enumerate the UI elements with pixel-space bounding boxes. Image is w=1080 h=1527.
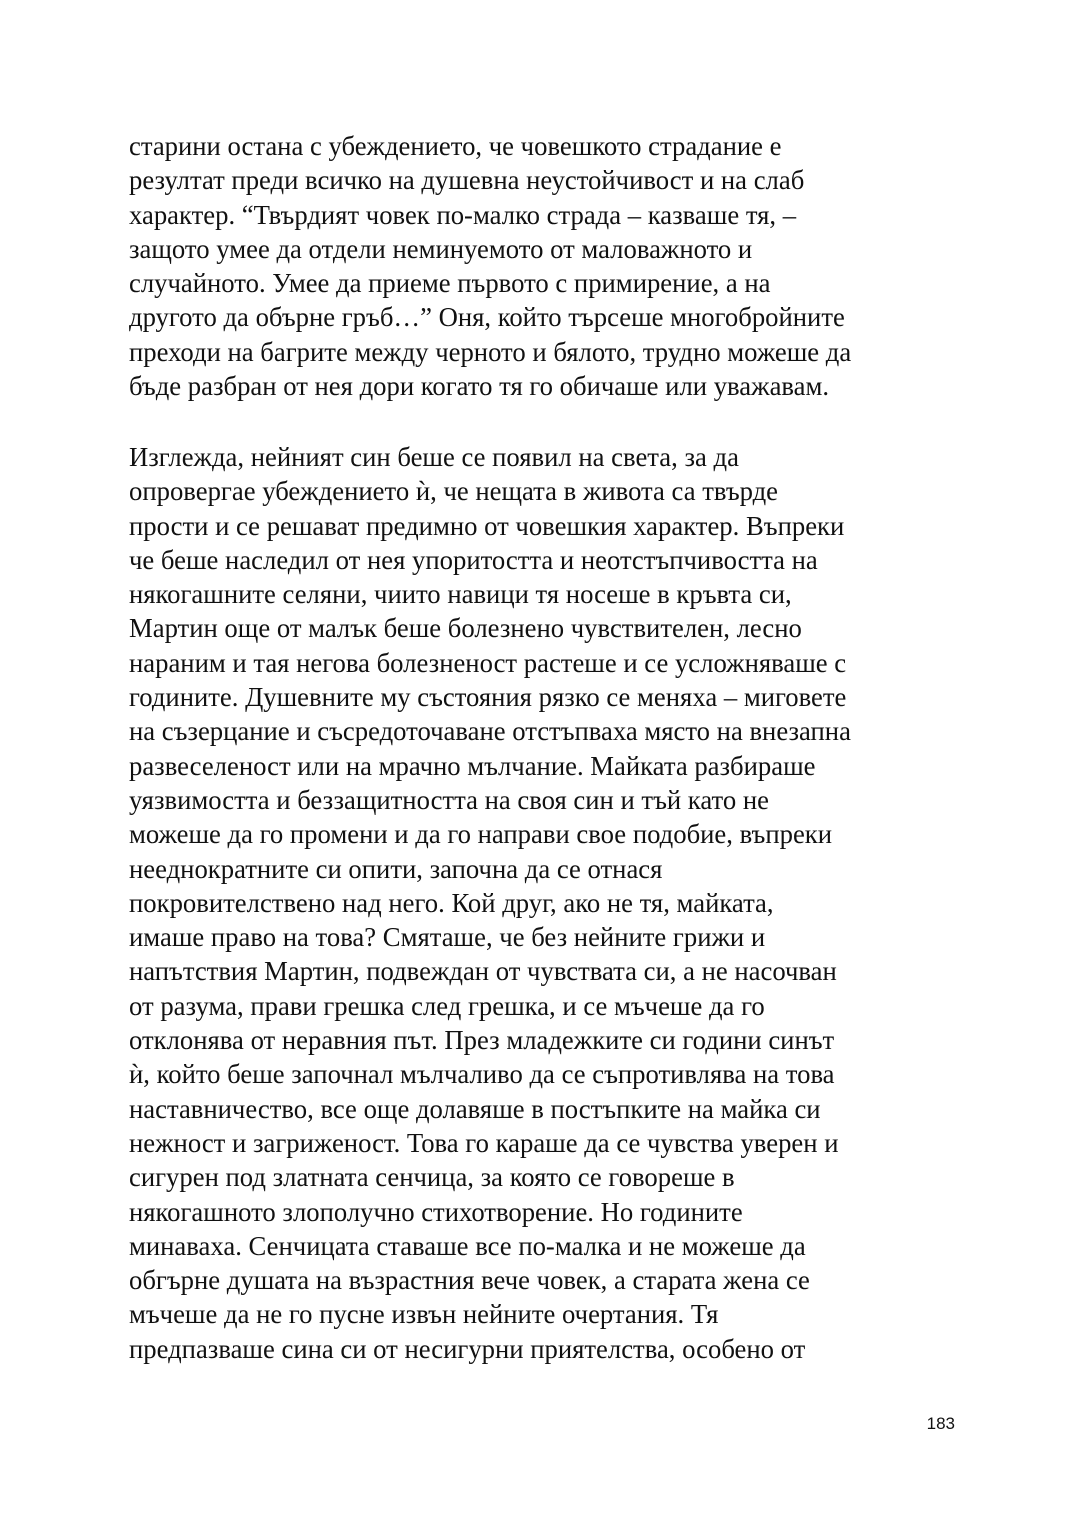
text-line: можеше да го промени и да го направи свое подобие, въпреки [129,819,833,850]
text-line: нараним и тая негова болезненост растеше и се усложняваше с [129,647,847,678]
text-line: защото умее да отдели неминуемото от маловажното и [129,233,753,264]
text-line: напътствия Мартин, подвеждан от чувствата си, а не насочван [129,956,837,987]
text-line: случайното. Умее да приеме първото с примирение, а на [129,268,771,299]
text-line: Мартин още от малък беше болезнено чувствителен, лесно [129,613,802,644]
text-line: характер. “Твърдият човек по-малко страда – казваше тя, – [129,199,797,230]
text-line: годините. Душевните му състояния рязко се меняха – миговете [129,682,847,713]
text-line: развеселеност или на мрачно мълчание. Майката разбираше [129,750,816,781]
text-line: резултат преди всичко на душевна неустойчивост и на слаб [129,165,805,196]
text-line: отклонява от неравния път. През младежките си години синът [129,1025,835,1056]
text-line: предпазваше сина си от несигурни приятелства, особено от [129,1333,806,1364]
text-line: бъде разбран от нея дори когато тя го обичаше или уважавам. [129,371,830,402]
text-line: Изглежда, нейният син беше се появил на света, за да [129,442,739,472]
text-line: наставничество, все още долавяше в постъпките на майка си [129,1093,821,1124]
page-number: 183 [926,1414,955,1433]
text-line: нежност и загриженост. Това го караше да се чувства уверен и [129,1127,839,1158]
text-line: на съзерцание и съсредоточаване отстъпваха място на внезапна [129,716,851,747]
text-line: преходи на багрите между черното и бялото, трудно можеше да [129,336,852,367]
text-line: ѝ, който беше започнал мълчаливо да се съпротивлява на това [129,1059,835,1090]
text-line: имаше право на това? Смяташе, че без нейните грижи и [129,922,766,953]
text-line: уязвимостта и беззащитността на своя син и тъй като не [129,784,769,815]
paragraph-2 [129,440,969,1366]
paragraph-1 [129,129,969,403]
text-line: покровителствено над него. Кой друг, ако не тя, майката, [129,887,774,918]
text-line: че беше наследил от нея упоритостта и неотстъпчивостта на [129,544,818,575]
text-line: някогашното злополучно стихотворение. Но годините [129,1196,743,1227]
text-line: минаваха. Сенчицата ставаше все по-малка и не можеше да [129,1230,806,1261]
text-line: прости и се решават предимно от човешкия характер. Въпреки [129,510,845,541]
text-line: някогашните селяни, чиито навици тя носеше в кръвта си, [129,579,792,610]
text-line: от разума, прави грешка след грешка, и се мъчеше да го [129,990,765,1021]
text-line: опровергае убеждението ѝ, че нещата в живота са твърде [129,476,779,507]
text-line: другото да обърне гръб…” Оня, който търсеше многобройните [129,302,845,333]
text-line: мъчеше да не го пусне извън нейните очертания. Тя [129,1299,719,1330]
text-line: обгърне душата на възрастния вече човек, а старата жена се [129,1265,810,1296]
text-line: нееднократните си опити, започна да се отнася [129,853,663,884]
text-line: сигурен под златната сенчица, за която се говореше в [129,1162,735,1193]
text-line: старини остана с убеждението, че човешкото страдание е [129,131,782,161]
